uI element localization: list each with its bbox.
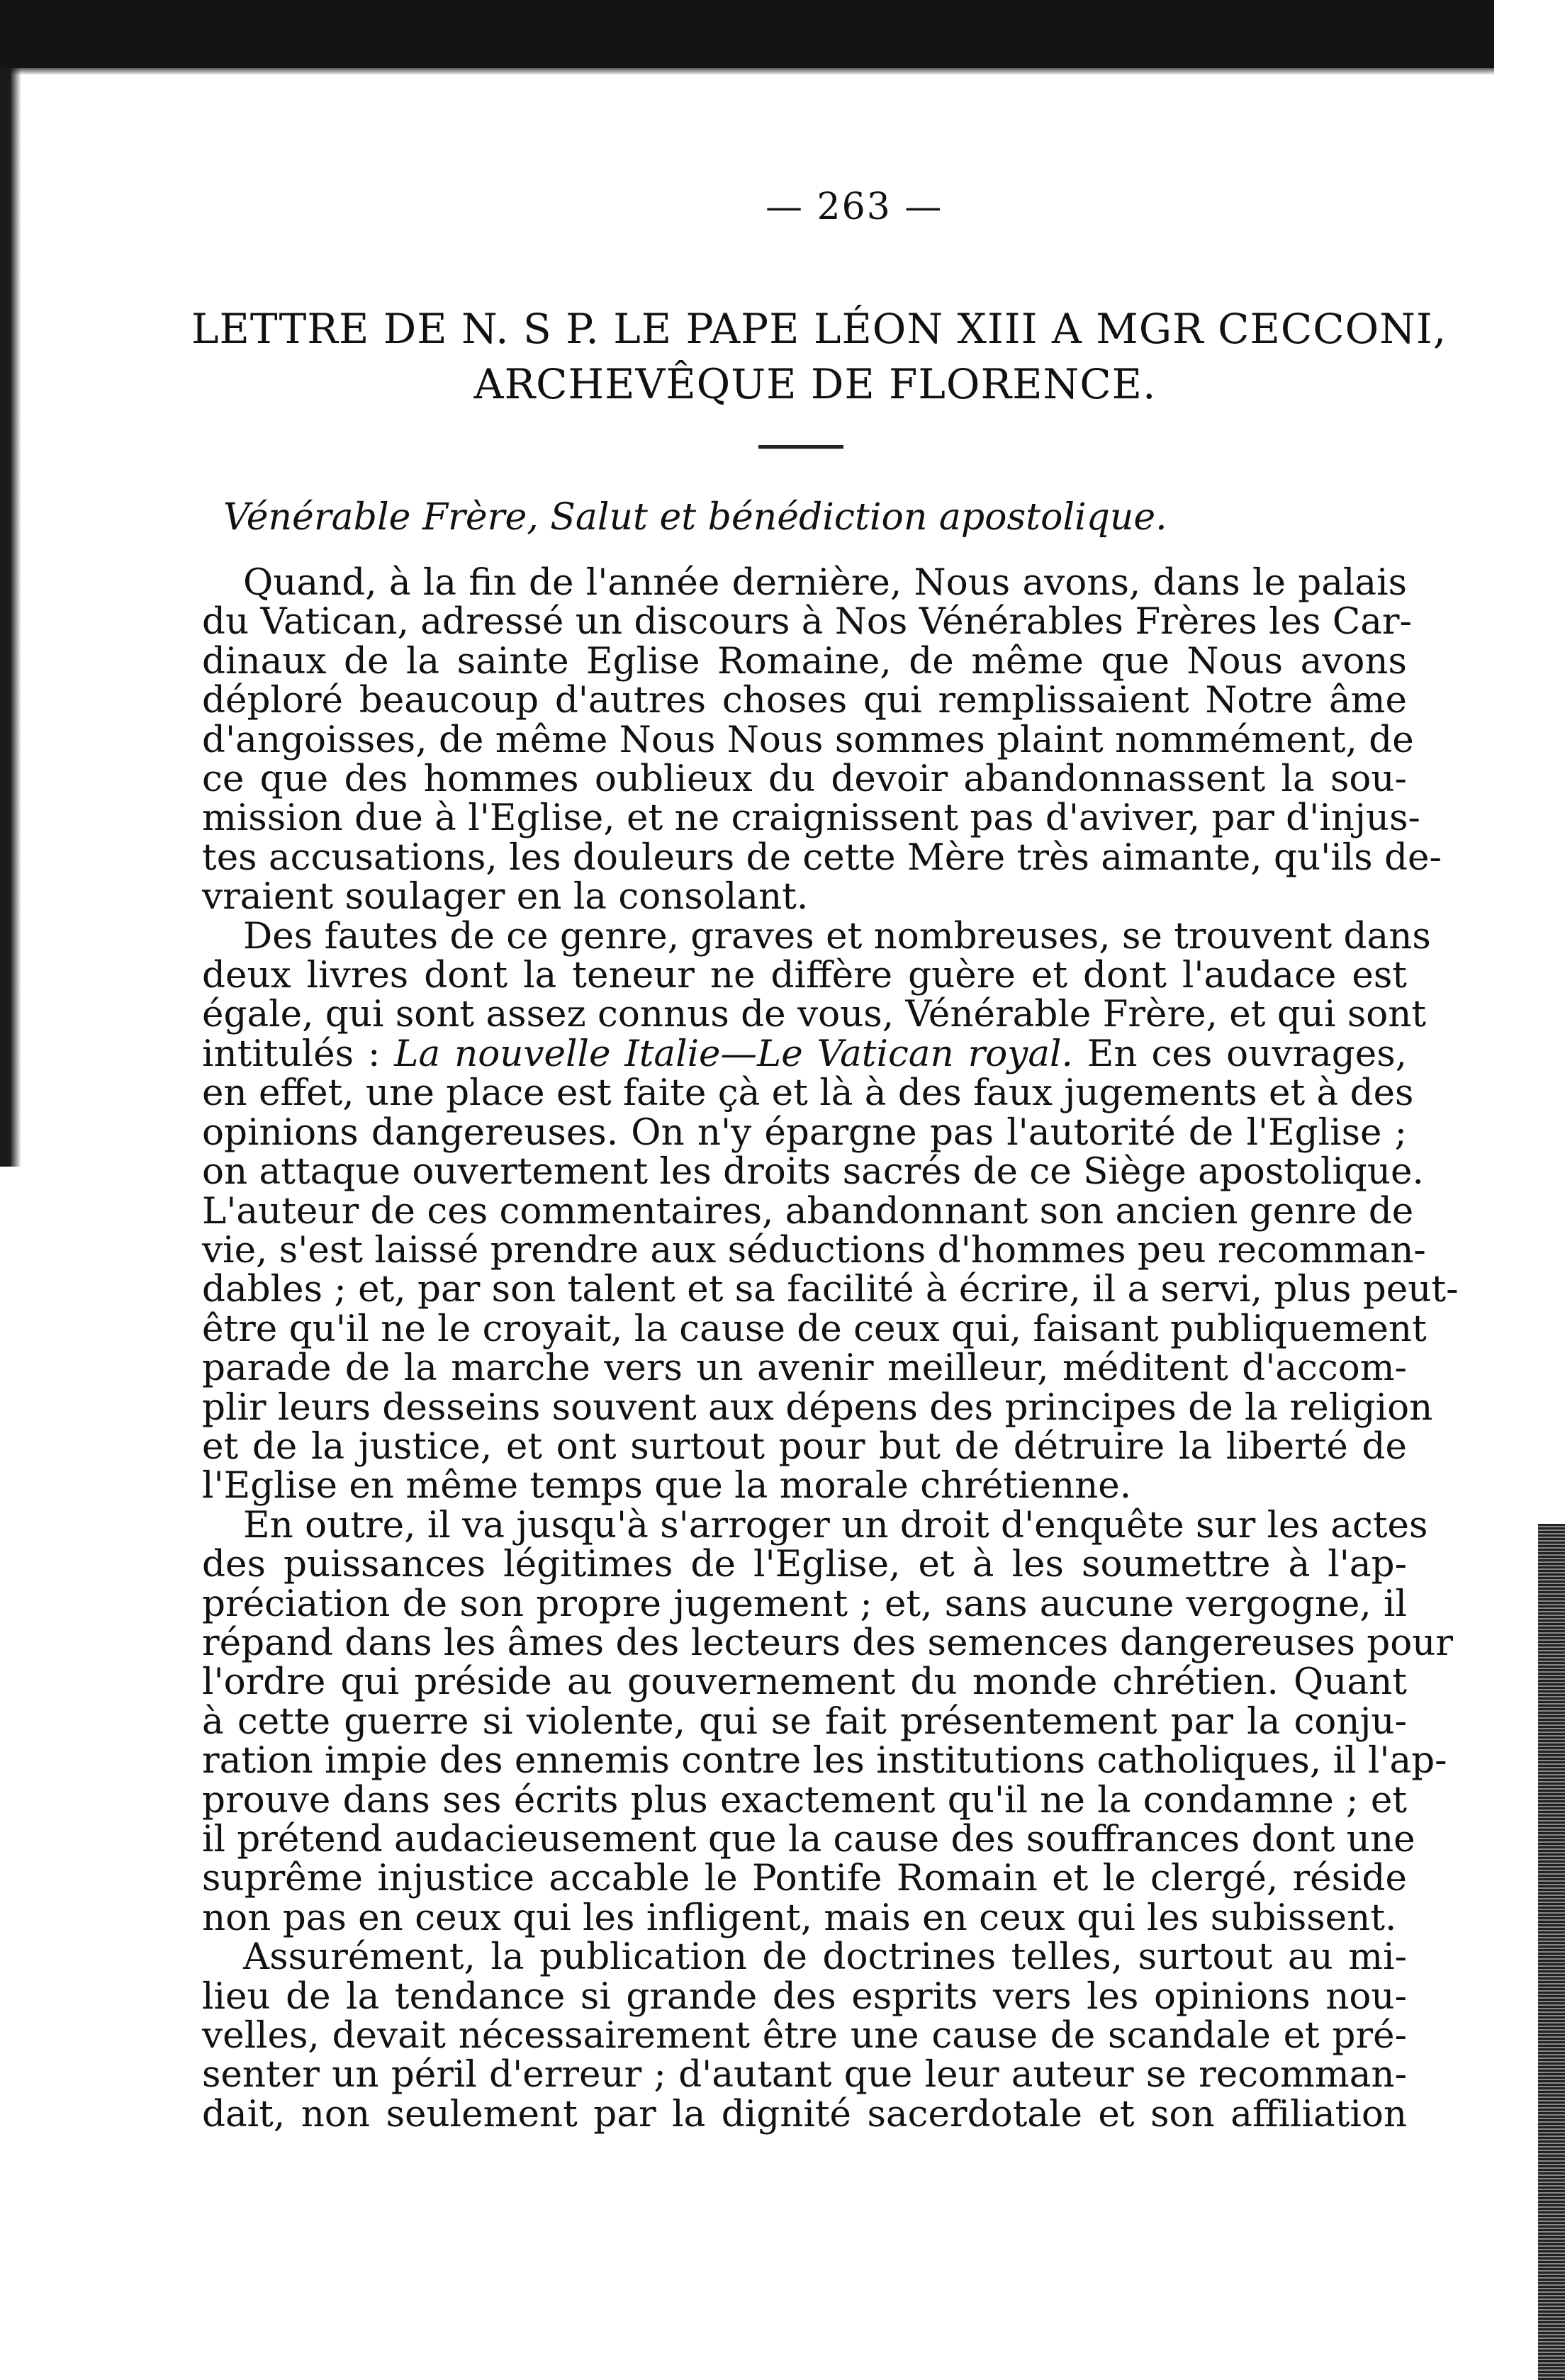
text-line: L'auteur de ces commentaires, abandonnant son ancien genre de <box>202 1189 1414 1233</box>
titled-suffix: En ces ouvrages, <box>1072 1032 1408 1075</box>
text-line: velles, devait nécessairement être une cause de scandale et pré- <box>202 2014 1407 2058</box>
text-line: mission due à l'Eglise, et ne craignissent pas d'aviver, par d'injus- <box>202 797 1420 840</box>
text-line: dait, non seulement par la dignité sacerdotale et son affiliation <box>202 2092 1407 2135</box>
text-line: Quand, à la fin de l'année dernière, Nous avons, dans le palais <box>243 561 1407 604</box>
paragraph-3 <box>202 1503 1454 1939</box>
scan-border-shadow <box>0 68 1494 75</box>
text-line: suprême injustice accable le Pontife Romain et le clergé, réside <box>202 1857 1407 1900</box>
text-line: prouve dans ses écrits plus exactement qu'il ne la condamne ; et <box>202 1778 1407 1822</box>
letter-title <box>191 301 1447 412</box>
text-line: dinaux de la sainte Eglise Romaine, de même que Nous avons <box>202 639 1407 683</box>
text-line: et de la justice, et ont surtout pour but de détruire la liberté de <box>202 1425 1407 1468</box>
text-line: ration impie des ennemis contre les institutions catholiques, il l'ap- <box>202 1739 1447 1783</box>
paragraph-2 <box>202 914 1459 1508</box>
text-line: Assurément, la publication de doctrines telles, surtout au mi- <box>243 1936 1407 1979</box>
titled-prefix: intitulés : <box>202 1032 395 1075</box>
text-line: des puissances légitimes de l'Eglise, et à les soumettre à l'ap- <box>202 1543 1407 1586</box>
scan-border-left <box>0 68 21 1167</box>
text-line: dables ; et, par son talent et sa facilité à écrire, il a servi, plus peut- <box>202 1268 1459 1311</box>
text-line: parade de la marche vers un avenir meilleur, méditent d'accom- <box>202 1347 1407 1390</box>
text-line: égale, qui sont assez connus de vous, Vénérable Frère, et qui sont <box>202 993 1427 1036</box>
text-line: deux livres dont la teneur ne diffère guère et dont l'audace est <box>202 954 1407 997</box>
letter-title-line-1: LETTRE DE N. S P. LE PAPE LÉON XIII A MGR CECCONI, <box>191 305 1447 353</box>
text-line: déploré beaucoup d'autres choses qui remplissaient Notre âme <box>202 679 1407 722</box>
text-line: l'Eglise en même temps que la morale chrétienne. <box>202 1464 1132 1508</box>
text-line: lieu de la tendance si grande des esprits vers les opinions nou- <box>202 1975 1407 2018</box>
text-line: opinions dangereuses. On n'y épargne pas l'autorité de l'Eglise ; <box>202 1111 1407 1154</box>
text-line: en effet, une place est faite çà et là à des faux jugements et à des <box>202 1072 1414 1115</box>
text-line: préciation de son propre jugement ; et, sans aucune vergogne, il <box>202 1582 1407 1625</box>
text-line: tes accusations, les douleurs de cette Mère très aimante, qu'ils de- <box>202 836 1442 879</box>
text-line: vie, s'est laissé prendre aux séductions d'hommes peu recomman- <box>202 1228 1426 1272</box>
scan-border-right <box>1538 1524 1565 2380</box>
text-line: à cette guerre si violente, qui se fait présentement par la conju- <box>202 1700 1407 1743</box>
text-line: Des fautes de ce genre, graves et nombreuses, se trouvent dans <box>243 914 1431 958</box>
text-line: En outre, il va jusqu'à s'arroger un droit d'enquête sur les actes <box>243 1503 1428 1547</box>
paragraph-4 <box>202 1938 1407 2134</box>
text-line: répand dans les âmes des lecteurs des semences dangereuses pour <box>202 1621 1454 1664</box>
text-line-with-titles <box>202 1032 1408 1075</box>
text-line: être qu'il ne le croyait, la cause de ceux qui, faisant publiquement <box>202 1307 1427 1350</box>
scan-border-top <box>0 0 1494 68</box>
text-line: ce que des hommes oublieux du devoir abandonnassent la sou- <box>202 758 1407 801</box>
letter-body <box>202 561 1459 2135</box>
letter-title-line-2: ARCHEVÊQUE DE FLORENCE. <box>473 360 1157 408</box>
text-line: senter un péril d'erreur ; d'autant que leur auteur se recomman- <box>202 2053 1407 2096</box>
paragraph-1 <box>202 561 1442 919</box>
text-line: du Vatican, adressé un discours à Nos Vénérables Frères les Car- <box>202 600 1412 644</box>
text-line: l'ordre qui préside au gouvernement du monde chrétien. Quant <box>202 1661 1407 1704</box>
text-line: plir leurs desseins souvent aux dépens des principes de la religion <box>202 1386 1433 1429</box>
text-line: on attaque ouvertement les droits sacrés de ce Siège apostolique. <box>202 1150 1424 1194</box>
text-line: il prétend audacieusement que la cause des souffrances dont une <box>202 1818 1415 1860</box>
title-separator <box>758 445 843 449</box>
text-line: d'angoisses, de même Nous Nous sommes plaint nommément, de <box>202 718 1414 761</box>
page-number: — 263 — <box>765 186 943 228</box>
salutation: Vénérable Frère, Salut et bénédiction apostolique. <box>223 496 1167 539</box>
text-line: non pas en ceux qui les infligent, mais en ceux qui les subissent. <box>202 1896 1397 1939</box>
text-line: vraient soulager en la consolant. <box>202 875 809 919</box>
book-titles: La nouvelle Italie—Le Vatican royal. <box>394 1032 1073 1075</box>
